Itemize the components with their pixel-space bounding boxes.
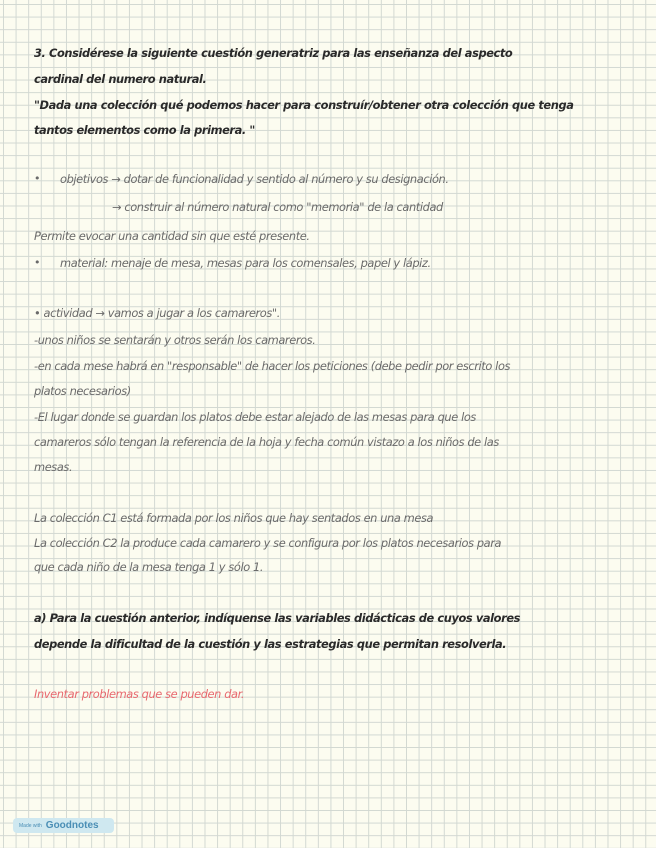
question-a-line-1: a) Para la cuestión anterior, indíquense las variables didácticas de cuyos valores xyxy=(34,611,521,625)
question-a-line-2: depende la dificultad de la cuestión y las estrategias que permitan resolverla. xyxy=(34,637,507,651)
actividad-item-2: -en cada mese habrá en "responsable" de hacer los peticiones (debe pedir por escrito los xyxy=(34,359,511,373)
evocar-line: Permite evocar una cantidad sin que esté presente. xyxy=(34,229,310,243)
material-line: material: menaje de mesa, mesas para los comensales, papel y lápiz. xyxy=(60,256,431,270)
actividad-item-2-cont: platos necesarios) xyxy=(34,384,131,398)
actividad-item-1: -unos niños se sentarán y otros serán los camareros. xyxy=(34,333,316,347)
question-line-2: cardinal del numero natural. xyxy=(34,72,207,86)
coleccion-c1-line: La colección C1 está formada por los niños que hay sentados en una mesa xyxy=(34,511,434,525)
coleccion-c2-cont: que cada niño de la mesa tenga 1 y sólo 1. xyxy=(34,560,264,574)
question-line-1: 3. Considérese la siguiente cuestión generatriz para las enseñanza del aspecto xyxy=(34,46,513,60)
inventar-problemas-line: Inventar problemas que se pueden dar. xyxy=(34,687,245,701)
made-with-label: Made with xyxy=(19,822,42,829)
bullet-objetivos: • xyxy=(34,172,41,185)
actividad-item-3-cont: camareros sólo tengan la referencia de la hoja y fecha común vistazo a los niños de las xyxy=(34,435,499,449)
goodnotes-badge xyxy=(13,818,114,833)
goodnotes-logo: Goodnotes xyxy=(45,820,99,831)
objetivos-line: objetivos → dotar de funcionalidad y sentido al número y su designación. xyxy=(60,172,449,186)
actividad-item-3-end: mesas. xyxy=(34,460,73,474)
objetivos-subline: → construir al número natural como "memoria" de la cantidad xyxy=(112,200,443,214)
question-quote-line-2: tantos elementos como la primera. " xyxy=(34,123,255,137)
actividad-line: • actividad → vamos a jugar a los camareros". xyxy=(34,306,280,320)
actividad-item-3: -El lugar donde se guardan los platos debe estar alejado de las mesas para que los xyxy=(34,410,476,424)
question-quote-line-1: "Dada una colección qué podemos hacer para construír/obtener otra colección que tenga xyxy=(34,98,574,112)
bullet-material: • xyxy=(34,256,41,269)
coleccion-c2-line: La colección C2 la produce cada camarero y se configura por los platos necesarios para xyxy=(34,536,502,550)
